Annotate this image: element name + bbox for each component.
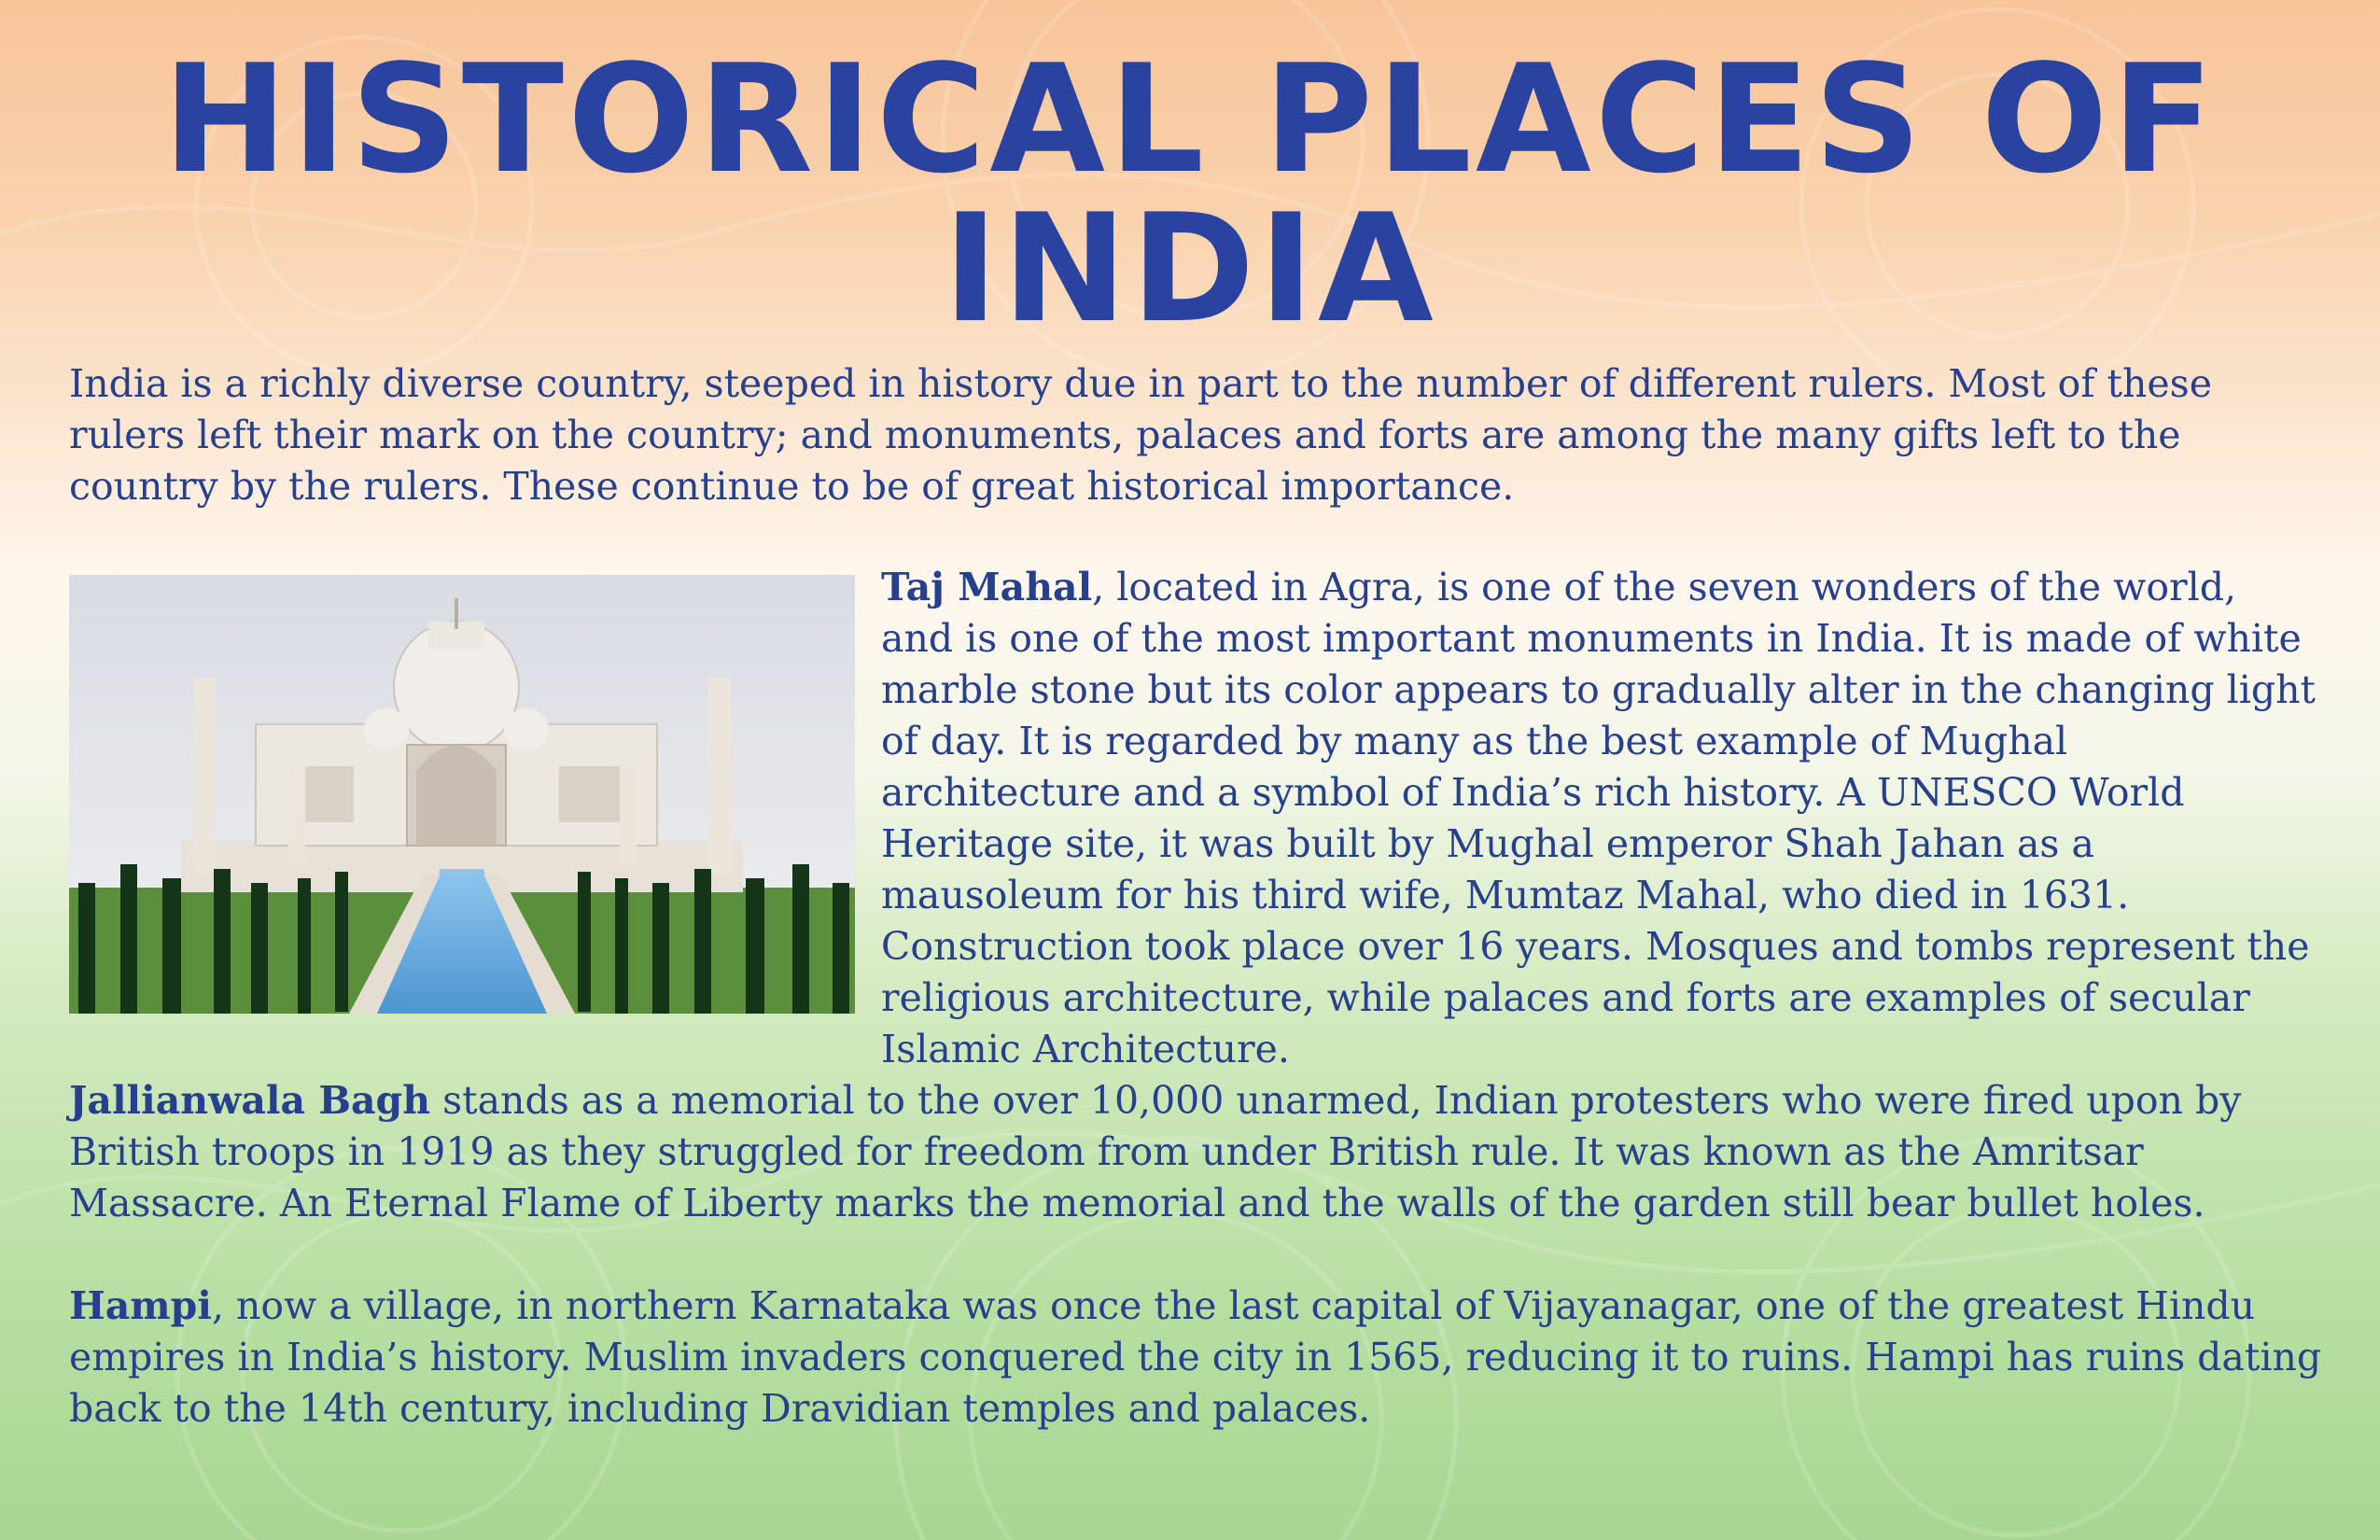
taj-mahal-paragraph bbox=[881, 562, 2318, 1075]
jallianwala-bagh-name: Jallianwala Bagh bbox=[69, 1078, 431, 1123]
intro-paragraph: India is a richly diverse country, steeped in history due in part to the number of different rulers. Most of these rulers left their mark on the country; and monuments, palaces and forts are among the many gifts left to the country by the rulers. These continue to be of great historical importance. bbox=[69, 361, 2212, 509]
hampi-description: , now a village, in northern Karnataka was once the last capital of Vijayanagar, one of the greatest Hindu empires in India’s history. Muslim invaders conquered the city in 1565, reducing it to ruins. Hampi has ruins dating back to the 14th century, including Dravidian temples and palaces. bbox=[69, 1283, 2322, 1431]
page-title: HISTORICAL PLACES OF INDIA bbox=[162, 32, 2218, 356]
jallianwala-bagh-paragraph bbox=[69, 1075, 2309, 1229]
jallianwala-bagh-description: stands as a memorial to the over 10,000 unarmed, Indian protesters who were fired upon by British troops in 1919 as they struggled for freedom from under British rule. It was known as the Amritsar Massacre. An Eternal Flame of Liberty marks the memorial and the walls of the garden still bear bullet holes. bbox=[69, 1078, 2242, 1225]
taj-mahal-description: , located in Agra, is one of the seven wonders of the world, and is one of the most important monuments in India. It is made of white marble stone but its color appears to gradually alter in the changing light of day. It is regarded by many as the best example of Mughal architecture and a symbol of India’s rich history. A UNESCO World Heritage site, it was built by Mughal emperor Shah Jahan as a mausoleum for his third wife, Mumtaz Mahal, who died in 1631. Construction took place over 16 years. Mosques and tombs represent the religious architecture, while palaces and forts are examples of secular Islamic Architecture. bbox=[881, 565, 2316, 1071]
taj-mahal-photo bbox=[69, 575, 855, 1014]
taj-mahal-name: Taj Mahal bbox=[881, 565, 1093, 609]
hampi-paragraph bbox=[69, 1281, 2328, 1435]
hampi-name: Hampi bbox=[69, 1283, 212, 1328]
